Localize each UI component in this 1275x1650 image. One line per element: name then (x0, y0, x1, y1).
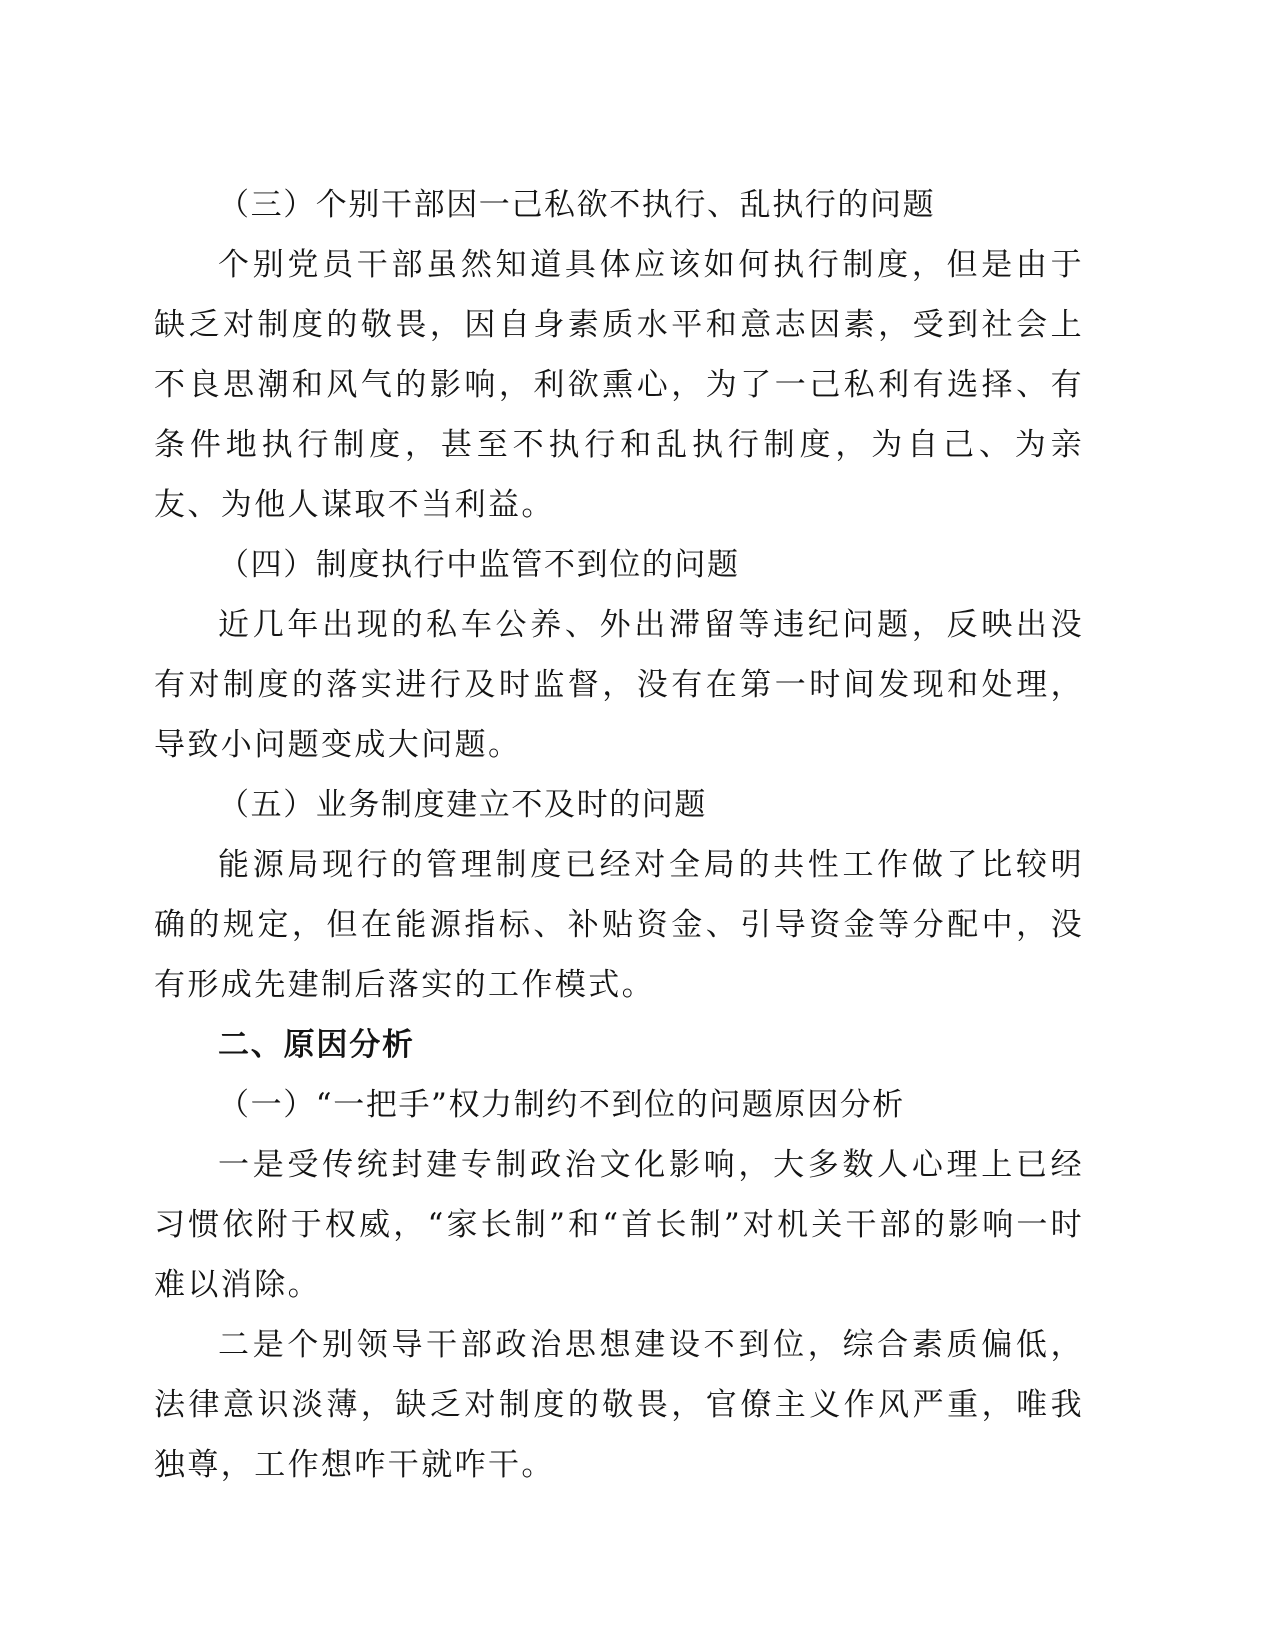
section-heading: 二、原因分析 (218, 1027, 415, 1063)
subheading-four: （四）制度执行中监管不到位的问题 (218, 547, 740, 583)
paragraph: 二是个别领导干部政治思想建设不到位，综合素质偏低，法律意识淡薄，缺乏对制度的敬畏，官僚主义作风严重，唯我独尊，工作想咋干就咋干。 (154, 1327, 1084, 1483)
paragraph: 一是受传统封建专制政治文化影响，大多数人心理上已经习惯依附于权威，“家长制”和“首长制”对机关干部的影响一时难以消除。 (154, 1147, 1084, 1303)
document-body (154, 175, 1084, 1495)
paragraph: 能源局现行的管理制度已经对全局的共性工作做了比较明确的规定，但在能源指标、补贴资金、引导资金等分配中，没有形成先建制后落实的工作模式。 (154, 847, 1084, 1003)
subheading-five: （五）业务制度建立不及时的问题 (218, 787, 707, 823)
subheading-three: （三）个别干部因一己私欲不执行、乱执行的问题 (218, 187, 936, 223)
paragraph: 近几年出现的私车公养、外出滞留等违纪问题，反映出没有对制度的落实进行及时监督，没有在第一时间发现和处理，导致小问题变成大问题。 (154, 607, 1084, 763)
paragraph: 个别党员干部虽然知道具体应该如何执行制度，但是由于缺乏对制度的敬畏，因自身素质水平和意志因素，受到社会上不良思潮和风气的影响，利欲熏心，为了一己私利有选择、有条件地执行制度，甚至不执行和乱执行制度，为自己、为亲友、为他人谋取不当利益。 (154, 247, 1084, 523)
subheading-one: （一）“一把手”权力制约不到位的问题原因分析 (218, 1087, 905, 1123)
